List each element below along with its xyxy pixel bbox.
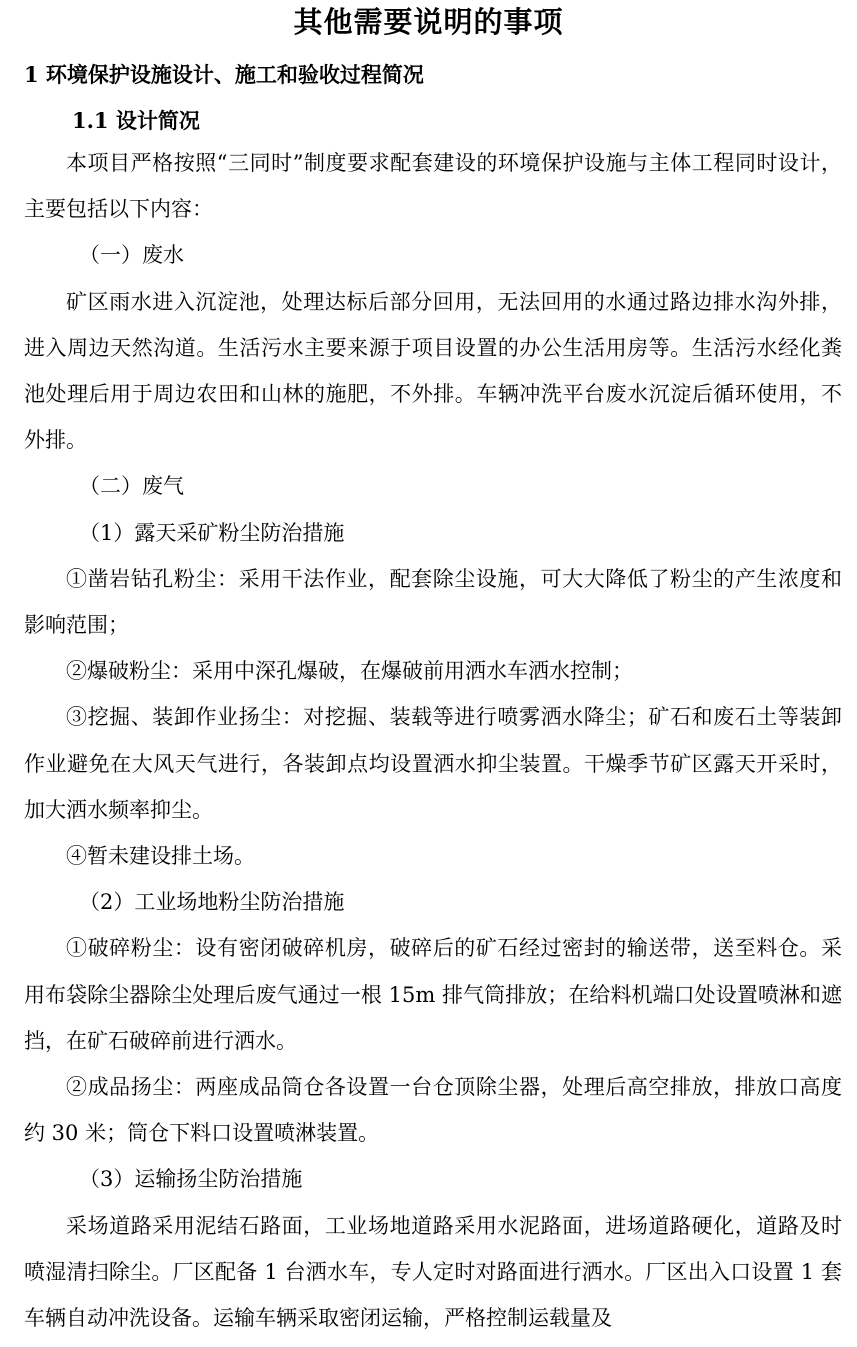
page-title: 其他需要说明的事项 xyxy=(293,5,564,39)
wastewater-heading: （一）废水 xyxy=(79,243,184,268)
open-pit-dust-heading: （1）露天采矿粉尘防治措施 xyxy=(79,520,345,545)
transport-dust-heading: （3）运输扬尘防治措施 xyxy=(79,1167,303,1192)
document-body xyxy=(24,140,842,1341)
industrial-site-item-1: ①破碎粉尘：设有密闭破碎机房，破碎后的矿石经过密封的输送带，送至料仓。采用布袋除尘器除尘处理后废气通过一根 15m 排气筒排放；在给料机端口处设置喷淋和遮挡，在矿石破碎前进行洒水。 xyxy=(24,936,842,1053)
wastewater-paragraph: 矿区雨水进入沉淀池，处理达标后部分回用，无法回用的水通过路边排水沟外排，进入周边天然沟道。生活污水主要来源于项目设置的办公生活用房等。生活污水经化粪池处理后用于周边农田和山林的施肥，不外排。车辆冲洗平台废水沉淀后循环使用，不外排。 xyxy=(24,289,842,453)
section-heading-1: 1 环境保护设施设计、施工和验收过程简况 xyxy=(24,62,424,87)
open-pit-item-1: ①凿岩钻孔粉尘：采用干法作业，配套除尘设施，可大大降低了粉尘的产生浓度和影响范围； xyxy=(24,566,842,638)
waste-gas-heading: （二）废气 xyxy=(79,474,184,499)
open-pit-item-4: ④暂未建设排土场。 xyxy=(66,844,255,869)
intro-paragraph: 本项目严格按照“三同时”制度要求配套建设的环境保护设施与主体工程同时设计，主要包括以下内容： xyxy=(24,151,842,222)
section-heading-1-1: 1.1 设计简况 xyxy=(72,108,200,133)
transport-paragraph: 采场道路采用泥结石路面，工业场地道路采用水泥路面，进场道路硬化，道路及时喷湿清扫除尘。厂区配备 1 台洒水车，专人定时对路面进行洒水。厂区出入口设置 1 套车辆自动冲洗设备。运输车辆采取密闭运输，严格控制运载量及 xyxy=(24,1213,842,1331)
industrial-site-item-2: ②成品扬尘：两座成品筒仓各设置一台仓顶除尘器，处理后高空排放，排放口高度约 30 米；筒仓下料口设置喷淋装置。 xyxy=(24,1075,842,1146)
open-pit-item-3: ③挖掘、装卸作业扬尘：对挖掘、装载等进行喷雾洒水降尘；矿石和废石土等装卸作业避免在大风天气进行，各装卸点均设置洒水抑尘装置。干燥季节矿区露天开采时，加大洒水频率抑尘。 xyxy=(24,705,842,822)
open-pit-item-2: ②爆破粉尘：采用中深孔爆破，在爆破前用洒水车洒水控制； xyxy=(66,659,633,684)
industrial-site-dust-heading: （2）工业场地粉尘防治措施 xyxy=(79,890,345,915)
